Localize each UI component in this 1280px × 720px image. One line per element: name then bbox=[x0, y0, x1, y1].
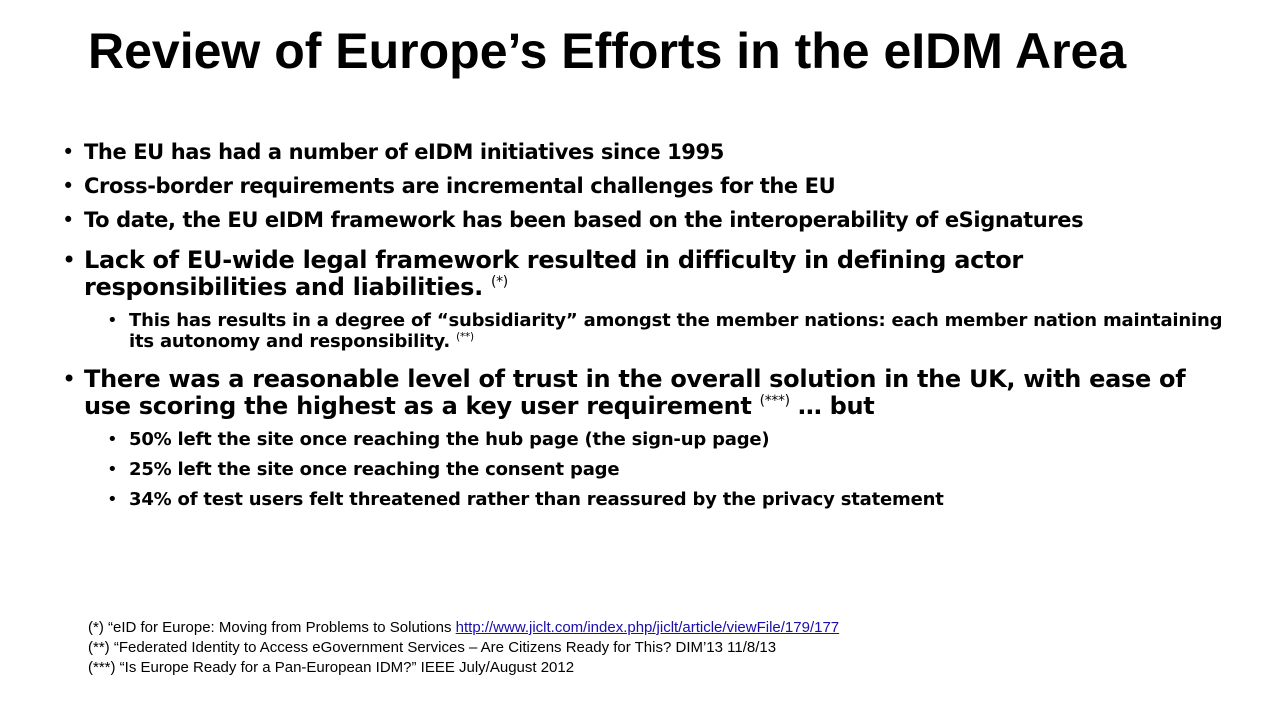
reference-text: (**) “Federated Identity to Access eGovernment Services – Are Citizens Ready for This? DIM’13 11/8/13 bbox=[88, 639, 777, 656]
bullet-dot-icon: • bbox=[107, 459, 118, 480]
bullet-tail-text: … but bbox=[789, 392, 875, 420]
reference-text: (*) “eID for Europe: Moving from Problems to Solutions bbox=[88, 619, 456, 636]
bullet-item bbox=[62, 208, 1232, 233]
sub-bullet-item bbox=[107, 489, 1232, 510]
sub-bullet-text: 34% of test users felt threatened rather than reassured by the privacy statement bbox=[129, 489, 944, 510]
bullet-text: The EU has had a number of eIDM initiatives since 1995 bbox=[84, 140, 724, 164]
bullet-item bbox=[62, 140, 1232, 165]
bullet-item bbox=[62, 366, 1232, 420]
bullet-dot-icon: • bbox=[62, 365, 76, 393]
bullet-text: Lack of EU-wide legal framework resulted in difficulty in defining actor responsibilities and liabilities. bbox=[84, 246, 1023, 301]
bullet-text: To date, the EU eIDM framework has been based on the interoperability of eSignatures bbox=[84, 208, 1084, 232]
slide-title: Review of Europe’s Efforts in the eIDM Area bbox=[88, 23, 1127, 79]
sub-bullet-item bbox=[107, 459, 1232, 480]
sub-bullet-item bbox=[107, 310, 1232, 352]
reference-text: (***) “Is Europe Ready for a Pan-European IDM?” IEEE July/August 2012 bbox=[88, 659, 575, 676]
footnote-marker: (**) bbox=[456, 331, 474, 343]
reference-item bbox=[88, 618, 839, 638]
reference-item bbox=[88, 658, 839, 678]
sub-bullet-text: 50% left the site once reaching the hub page (the sign-up page) bbox=[129, 429, 770, 450]
bullet-dot-icon: • bbox=[62, 208, 74, 232]
bullet-text: Cross-border requirements are incremental challenges for the EU bbox=[84, 174, 836, 198]
bullet-dot-icon: • bbox=[107, 489, 118, 510]
bullet-dot-icon: • bbox=[62, 140, 74, 164]
sub-bullet-text: 25% left the site once reaching the consent page bbox=[129, 459, 620, 480]
bullet-dot-icon: • bbox=[62, 246, 76, 274]
bullet-text: There was a reasonable level of trust in the overall solution in the UK, with ease of use scoring the highest as a key user requirement bbox=[84, 365, 1186, 420]
reference-link[interactable]: http://www.jiclt.com/index.php/jiclt/article/viewFile/179/177 bbox=[455, 619, 840, 636]
sub-bullet-item bbox=[107, 429, 1232, 450]
references bbox=[88, 618, 839, 678]
bullet-dot-icon: • bbox=[62, 174, 74, 198]
bullet-dot-icon: • bbox=[107, 310, 118, 331]
reference-item bbox=[88, 638, 839, 658]
sub-bullet-text: This has results in a degree of “subsidiarity” amongst the member nations: each member nation maintaining its autonomy and responsibility. bbox=[129, 310, 1223, 352]
footnote-marker: (***) bbox=[759, 393, 790, 409]
bullet-dot-icon: • bbox=[107, 429, 118, 450]
footnote-marker: (*) bbox=[491, 274, 508, 290]
bullet-item bbox=[62, 247, 1232, 301]
bullet-list bbox=[62, 140, 1232, 519]
bullet-item bbox=[62, 174, 1232, 199]
